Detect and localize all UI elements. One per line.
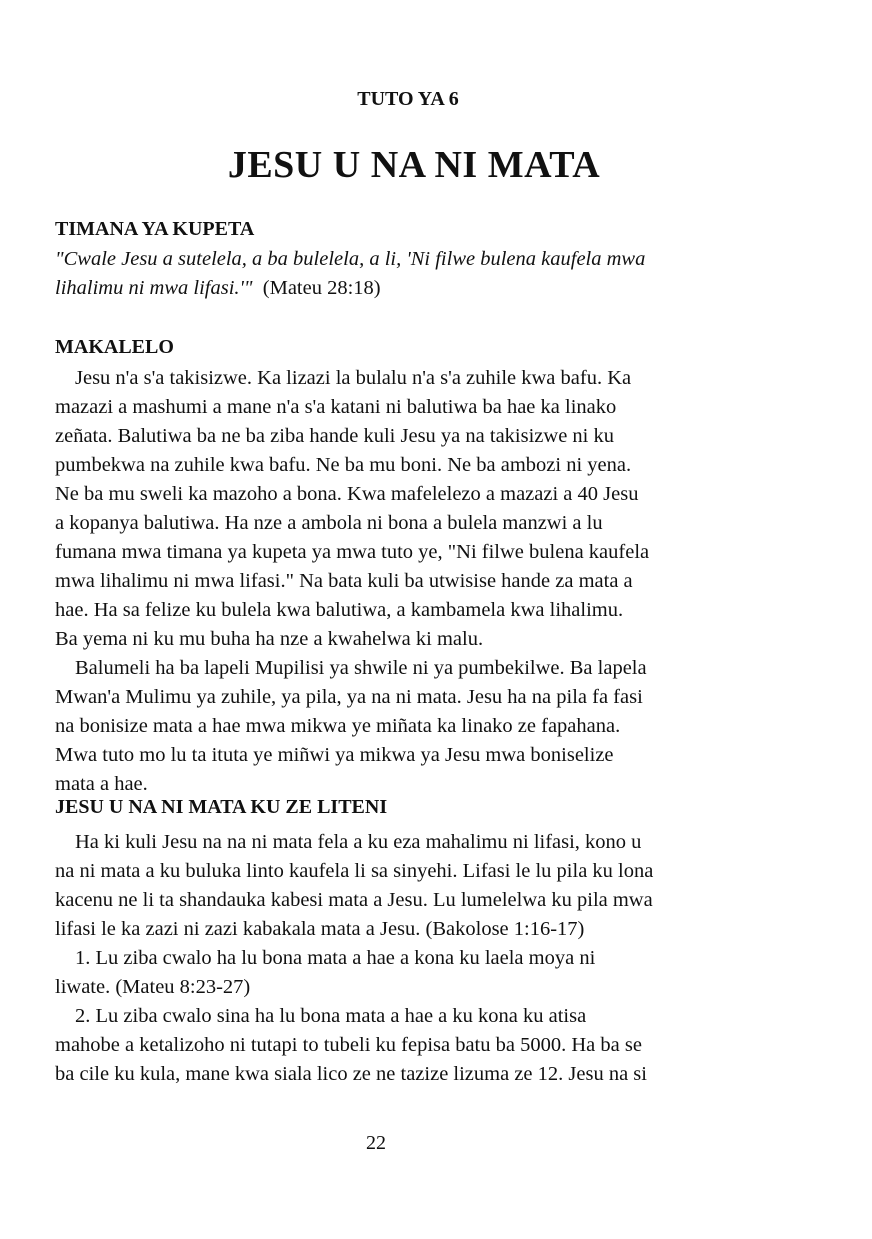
paragraph-line: mwa lihalimu ni mwa lifasi." Na bata kuli ba utwisise hande za mata a xyxy=(55,570,633,592)
paragraph-line: Ha ki kuli Jesu na na ni mata fela a ku eza mahalimu ni lifasi, kono u xyxy=(75,831,642,853)
paragraph-line: na bonisize mata a hae mwa mikwa ye miñata ka linako ze fapahana. xyxy=(55,715,621,737)
paragraph-line: lifasi le ka zazi ni zazi kabakala mata a Jesu. (Bakolose 1:16-17) xyxy=(55,918,585,940)
memory-verse-line: "Cwale Jesu a sutelela, a ba bulelela, a li, 'Ni filwe bulena kaufela mwa xyxy=(55,248,646,270)
paragraph-line: Ba yema ni ku mu buha ha nze a kwahelwa ki malu. xyxy=(55,628,484,650)
chapter-label: TUTO YA 6 xyxy=(357,88,459,110)
paragraph-line: ba cile ku kula, mane kwa siala lico ze ne tazize lizuma ze 12. Jesu na si xyxy=(55,1063,647,1085)
paragraph-line: Mwan'a Mulimu ya zuhile, ya pila, ya na ni mata. Jesu ha na pila fa fasi xyxy=(55,686,643,708)
paragraph-line: mazazi a mashumi a mane n'a s'a katani ni balutiwa ba hae ka linako xyxy=(55,396,617,418)
paragraph-line: 1. Lu ziba cwalo ha lu bona mata a hae a kona ku laela moya ni xyxy=(75,947,596,969)
paragraph-line: liwate. (Mateu 8:23-27) xyxy=(55,976,251,998)
paragraph-line: Mwa tuto mo lu ta ituta ye miñwi ya mikwa ya Jesu mwa boniselize xyxy=(55,744,614,766)
paragraph-line: Ne ba mu sweli ka mazoho a bona. Kwa mafelelezo a mazazi a 40 Jesu xyxy=(55,483,639,505)
paragraph-line: kacenu ne li ta shandauka kabesi mata a Jesu. Lu lumelelwa ku pila mwa xyxy=(55,889,653,911)
paragraph-line: mahobe a ketalizoho ni tutapi to tubeli ku fepisa batu ba 5000. Ha ba se xyxy=(55,1034,642,1056)
paragraph-line: Jesu n'a s'a takisizwe. Ka lizazi la bulalu n'a s'a zuhile kwa bafu. Ka xyxy=(75,367,632,389)
paragraph-line: a kopanya balutiwa. Ha nze a ambola ni bona a bulela manzwi a lu xyxy=(55,512,603,534)
page-title: JESU U NA NI MATA xyxy=(227,144,601,186)
page-number: 22 xyxy=(366,1132,386,1154)
paragraph-line: mata a hae. xyxy=(55,773,148,795)
paragraph-line: fumana mwa timana ya kupeta ya mwa tuto ye, "Ni filwe bulena kaufela xyxy=(55,541,650,563)
paragraph-line: hae. Ha sa felize ku bulela kwa balutiwa, a kambamela kwa lihalimu. xyxy=(55,599,624,621)
memory-verse-heading: TIMANA YA KUPETA xyxy=(55,218,255,240)
section-heading-jesu-mata: JESU U NA NI MATA KU ZE LITENI xyxy=(55,796,388,818)
paragraph-line: 2. Lu ziba cwalo sina ha lu bona mata a hae a ku kona ku atisa xyxy=(75,1005,587,1027)
section-heading-makalelo: MAKALELO xyxy=(55,336,174,358)
paragraph-line: pumbekwa na zuhile kwa bafu. Ne ba mu boni. Ne ba ambozi ni yena. xyxy=(55,454,632,476)
paragraph-line: Balumeli ha ba lapeli Mupilisi ya shwile ni ya pumbekilwe. Ba lapela xyxy=(75,657,647,679)
paragraph-line: zeñata. Balutiwa ba ne ba ziba hande kuli Jesu ya na takisizwe ni ku xyxy=(55,425,614,447)
memory-verse-line-2 xyxy=(55,276,381,300)
paragraph-line: na ni mata a ku buluka linto kaufela li sa sinyehi. Lifasi le lu pila ku lona xyxy=(55,860,654,882)
memory-verse-reference: (Mateu 28:18) xyxy=(262,277,381,299)
memory-verse-text: lihalimu ni mwa lifasi.'" xyxy=(55,277,253,299)
